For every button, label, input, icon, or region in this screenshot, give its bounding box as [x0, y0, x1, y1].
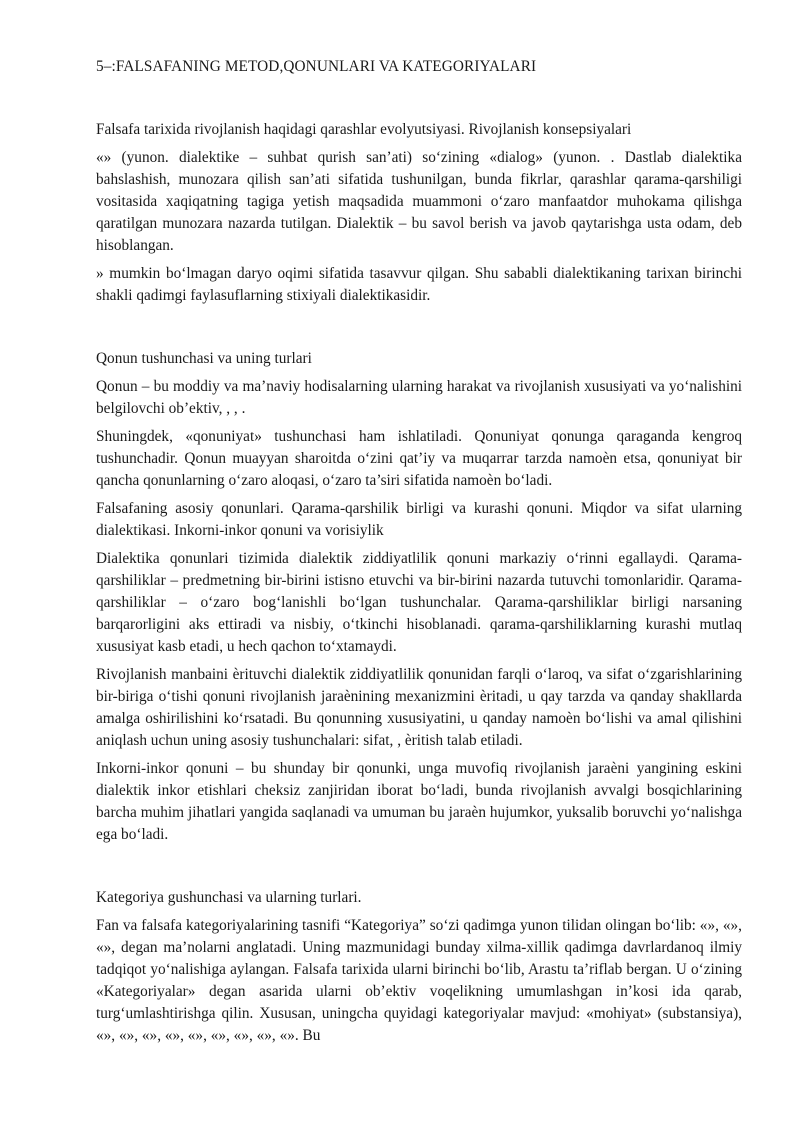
- section-dialectics-evolution: [96, 119, 742, 307]
- section-spacer: [96, 852, 742, 887]
- paragraph: Qonun – bu moddiy va ma’naviy hodisalarning ularning harakat va rivojlanish xususiyati va yo‘nalishini belgilovchi ob’ektiv, , , .: [96, 378, 742, 417]
- paragraph: » mumkin bo‘lmagan daryo oqimi sifatida tasavvur qilgan. Shu sababli dialektikaning tarixan birinchi shakli qadimgi faylasuflarning stixiyali dialektikasidir.: [96, 265, 742, 304]
- section-law-concept: [96, 348, 742, 846]
- document-body: [96, 56, 742, 1053]
- paragraph: «» (yunon. dialektike – suhbat qurish san’ati) so‘zining «dialog» (yunon. . Dastlab dialektika bahslashish, munozara qilish san’ati sifatida tushunilgan, bunda fikrlar, qarashlar qarama-qarshiligi vositasida xaqiqatning tagiga yetish maqsadida muammoni o‘zaro manfaatdor muhokama qilishga qaratilgan munozara nazarda tutilgan. Dialektik – bu savol berish va javob qaytarishga usta odam, deb hisoblangan.: [96, 149, 742, 254]
- section-heading: Kategoriya gushunchasi va ularning turlari.: [96, 889, 362, 906]
- section-spacer: [96, 313, 742, 348]
- paragraph: Falsafaning asosiy qonunlari. Qarama-qarshilik birligi va kurashi qonuni. Miqdor va sifat ularning dialektikasi. Inkorni-inkor qonuni va vorisiylik: [96, 500, 742, 539]
- paragraph: Dialektika qonunlari tizimida dialektik ziddiyatlilik qonuni markaziy o‘rinni egallaydi. Qarama-qarshiliklar – predmetning bir-birini istisno etuvchi va bir-birini nazarda tutuvchi tomonlaridir. Qarama-qarshiliklar – o‘zaro bog‘lanishli bo‘lgan tushunchalar. Qarama-qarshiliklar birligi narsaning barqarorligini aks ettiradi va nisbiy, o‘tkinchi hisoblanadi. qarama-qarshiliklarning kurashi mutlaq xususiyat kasb etadi, u hech qachon to‘xtamaydi.: [96, 550, 742, 655]
- paragraph: Shuningdek, «qonuniyat» tushunchasi ham ishlatiladi. Qonuniyat qonunga qaraganda kengroq tushunchadir. Qonun muayyan sharoitda o‘zini qat’iy va muqarrar tarzda namoèn etsa, qonuniyat bir qancha qonunlarning o‘zaro aloqasi, o‘zaro ta’siri sifatida namoèn bo‘ladi.: [96, 428, 742, 489]
- section-categories: [96, 887, 742, 1047]
- paragraph: Fan va falsafa kategoriyalarining tasnifi “Kategoriya” so‘zi qadimga yunon tilidan olingan bo‘lib: «», «», «», degan ma’nolarni anglatadi. Uning mazmunidagi bunday xilma-xillik qadimga davrlardanoq ilmiy tadqiqot yo‘nalishiga aylangan. Falsafa tarixida ularni birinchi bo‘lib, Arastu ta’riflab bergan. U o‘zining «Kategoriyalar» degan asarida ularni ob’ektiv voqelikning umumlashgan in’kosi ida qarab, turg‘umlashtirishga qilin. Xususan, uningcha quyidagi kategoriyalar mavjud: «mohiyat» (substansiya), «», «», «», «», «», «», «», «», «». Bu: [96, 917, 742, 1044]
- section-heading: Qonun tushunchasi va uning turlari: [96, 350, 312, 367]
- paragraph: Inkorni-inkor qonuni – bu shunday bir qonunki, unga muvofiq rivojlanish jaraèni yangining eskini dialektik inkor etishlari cheksiz zanjiridan iborat bo‘ladi, bunda rivojlanish avvalgi bosqichlarining barcha muhim jihatlari yangida saqlanadi va umuman bu jaraèn hujumkor, yuksalib boruvchi yo‘nalishga ega bo‘ladi.: [96, 760, 742, 843]
- document-title: 5–:FALSAFANING METOD,QONUNLARI VA KATEGORIYALARI: [96, 58, 537, 75]
- paragraph: Rivojlanish manbaini èrituvchi dialektik ziddiyatlilik qonunidan farqli o‘laroq, va sifat o‘zgarishlarining bir-biriga o‘tishi qonuni rivojlanish jaraènining mexanizmini èritadi, u qay tarzda va qanday shakllarda amalga oshirilishini ko‘rsatadi. Bu qonunning xususiyatini, u qanday namoèn bo‘lishi va amal qilishini aniqlash uchun uning asosiy tushunchalari: sifat, , èritish talab etiladi.: [96, 666, 742, 749]
- section-heading: Falsafa tarixida rivojlanish haqidagi qarashlar evolyutsiyasi. Rivojlanish konsepsiyalari: [96, 121, 632, 138]
